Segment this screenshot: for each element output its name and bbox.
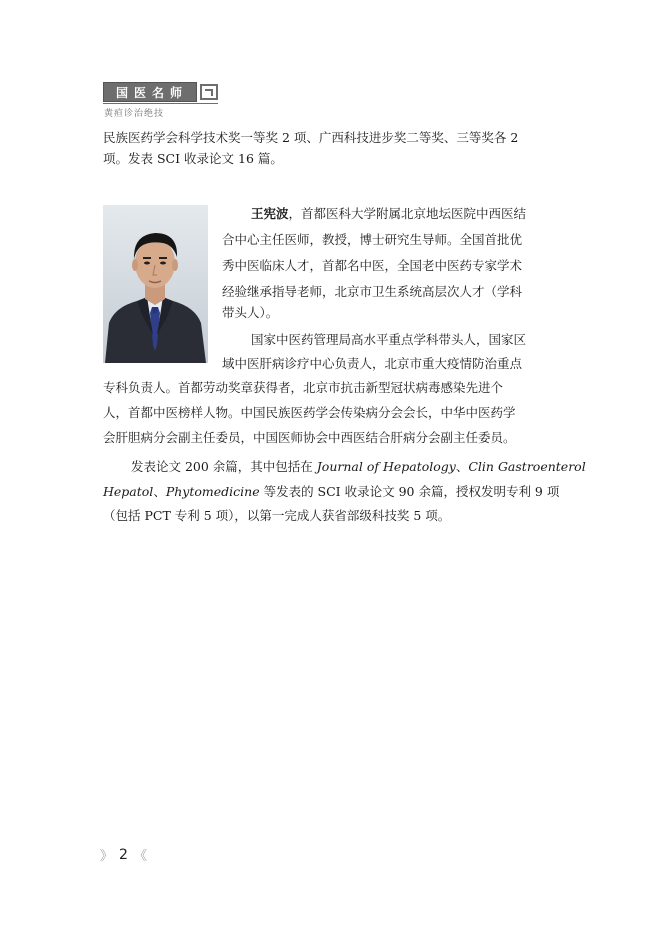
running-header xyxy=(103,82,218,119)
fret-ornament-icon xyxy=(200,84,218,100)
intro-line-1: 民族医药学会科学技术奖一等奖 2 项、广西科技进步奖二等奖、三等奖各 2 xyxy=(103,130,519,145)
separator: 、 xyxy=(455,459,469,474)
header-char-2: 医 xyxy=(133,85,148,100)
page-folio xyxy=(100,845,147,864)
separator: 、 xyxy=(153,484,166,499)
bio-p3-line-1 xyxy=(131,457,586,477)
journal-name: Journal of Hepatology xyxy=(316,459,456,474)
header-title-block xyxy=(103,82,197,102)
folio-right-mark: 《 xyxy=(133,849,147,864)
header-char-4: 师 xyxy=(170,85,185,100)
header-subtitle: 黄疸诊治绝技 xyxy=(104,109,165,119)
bio-p1-line-1 xyxy=(251,204,526,224)
bio-p3-line-2 xyxy=(103,482,559,502)
portrait-photo xyxy=(103,205,208,363)
journal-name: Hepatol xyxy=(103,484,154,499)
header-char-1: 国 xyxy=(115,85,130,100)
bio-p2-line-5: 会肝胆病分会副主任委员，中国医师协会中西医结合肝病分会副主任委员。 xyxy=(103,430,516,445)
header-rule xyxy=(103,103,218,104)
bio-p1-line-3: 秀中医临床人才，首都名中医，全国老中医药专家学术 xyxy=(222,258,523,273)
page-number: 2 xyxy=(119,846,128,863)
journal-name: Clin Gastroenterol xyxy=(468,459,586,474)
person-name: 王宪波 xyxy=(251,206,289,221)
header-banner xyxy=(103,82,218,102)
bio-p3-line-1-text: 发表论文 200 余篇，其中包括在 xyxy=(131,459,317,474)
bio-p2-line-1: 国家中医药管理局高水平重点学科带头人，国家区 xyxy=(251,332,527,347)
bio-p1-line-4: 经验继承指导老师，北京市卫生系统高层次人才（学科 xyxy=(222,284,523,299)
folio-left-mark: 》 xyxy=(100,849,114,864)
bio-p2-line-4: 人，首都中医榜样人物。中国民族医药学会传染病分会会长，中华中医药学 xyxy=(103,405,516,420)
bio-p1-line-1-text: ，首都医科大学附属北京地坛医院中西医结 xyxy=(288,206,527,221)
bio-p2-line-3: 专科负责人。首都劳动奖章获得者，北京市抗击新型冠状病毒感染先进个 xyxy=(103,380,504,395)
bio-p3-line-3: （包括 PCT 专利 5 项），以第一完成人获省部级科技奖 5 项。 xyxy=(103,508,451,523)
bio-p1-line-2: 合中心主任医师，教授，博士研究生导师。全国首批优 xyxy=(222,232,523,247)
journal-name: Phytomedicine xyxy=(165,484,260,499)
header-char-3: 名 xyxy=(152,85,167,100)
bio-p3-line-2-text: 等发表的 SCI 收录论文 90 余篇，授权发明专利 9 项 xyxy=(259,484,560,499)
portrait-image xyxy=(103,205,208,363)
bio-p1-line-5: 带头人）。 xyxy=(222,305,279,320)
bio-p2-line-2: 域中医肝病诊疗中心负责人，北京市重大疫情防治重点 xyxy=(222,356,523,371)
intro-line-2: 项。发表 SCI 收录论文 16 篇。 xyxy=(103,151,283,166)
